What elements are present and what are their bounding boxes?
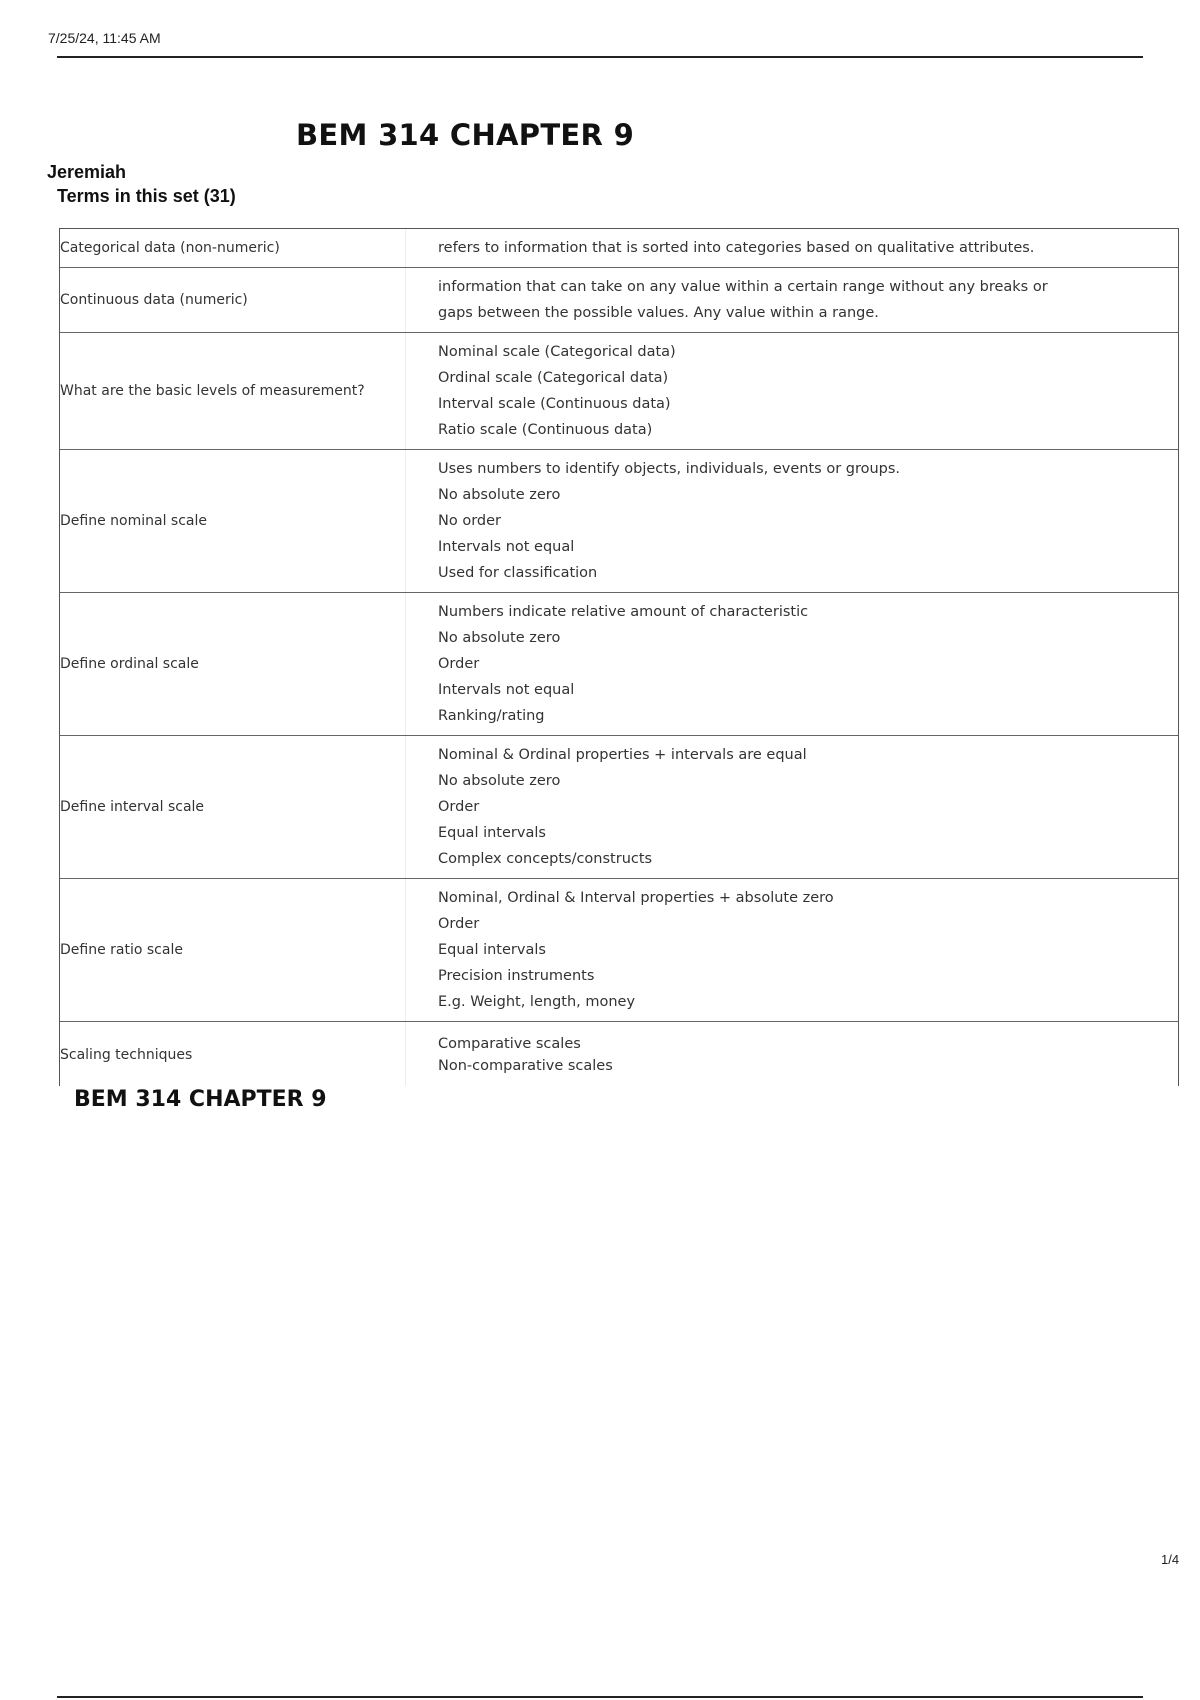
definition-line: information that can take on any value within a certain range without any breaks or — [438, 279, 1048, 295]
table-row — [60, 450, 1178, 593]
table-row — [60, 268, 1178, 333]
footer-title: BEM 314 CHAPTER 9 — [74, 1087, 327, 1112]
term-cell: What are the basic levels of measurement? — [60, 333, 406, 449]
definition-line: Equal intervals — [438, 942, 546, 958]
definition-line: Precision instruments — [438, 968, 595, 984]
definition-cell — [406, 593, 1178, 735]
definition-line: Order — [438, 656, 480, 672]
definition-line: Used for classification — [438, 565, 598, 581]
definition-line: Interval scale (Continuous data) — [438, 396, 671, 412]
definition-line: Ratio scale (Continuous data) — [438, 422, 653, 438]
term-cell: Categorical data (non-numeric) — [60, 229, 406, 267]
author-name: Jeremiah — [47, 162, 127, 182]
table-row — [60, 879, 1178, 1022]
definition-line: Numbers indicate relative amount of characteristic — [438, 604, 809, 620]
definition-cell — [406, 450, 1178, 592]
definition-cell — [406, 1022, 1178, 1086]
definition-line: Equal intervals — [438, 825, 546, 841]
header-divider — [57, 56, 1143, 58]
table-row — [60, 229, 1178, 268]
definition-line: Nominal, Ordinal & Interval properties + absolute zero — [438, 890, 834, 906]
definition-cell — [406, 229, 1178, 267]
term-cell: Define interval scale — [60, 736, 406, 878]
definition-line: Comparative scales — [438, 1036, 581, 1052]
table-row — [60, 333, 1178, 450]
definition-line: No order — [438, 513, 501, 529]
term-cell: Define ordinal scale — [60, 593, 406, 735]
term-cell: Define nominal scale — [60, 450, 406, 592]
definition-line: Complex concepts/constructs — [438, 851, 653, 867]
definition-line: No absolute zero — [438, 487, 561, 503]
definition-line: E.g. Weight, length, money — [438, 994, 636, 1010]
terms-count-heading: Terms in this set (31) — [57, 186, 236, 206]
definition-line: No absolute zero — [438, 773, 561, 789]
definition-line: Order — [438, 799, 480, 815]
definition-line: refers to information that is sorted into categories based on qualitative attributes. — [438, 240, 1035, 256]
print-date: 7/25/24, 11:45 AM — [48, 30, 161, 46]
term-cell: Define ratio scale — [60, 879, 406, 1021]
definition-cell — [406, 333, 1178, 449]
definition-line: Intervals not equal — [438, 539, 575, 555]
definition-line: Uses numbers to identify objects, individuals, events or groups. — [438, 461, 901, 477]
terms-table — [59, 228, 1179, 1086]
table-row — [60, 1022, 1178, 1086]
definition-line: Order — [438, 916, 480, 932]
page-number: 1/4 — [1161, 1552, 1180, 1567]
definition-line: Ranking/rating — [438, 708, 545, 724]
definition-line: Ordinal scale (Categorical data) — [438, 370, 669, 386]
definition-line: Intervals not equal — [438, 682, 575, 698]
definition-line: No absolute zero — [438, 630, 561, 646]
definition-cell — [406, 268, 1178, 332]
term-cell: Continuous data (numeric) — [60, 268, 406, 332]
definition-cell — [406, 736, 1178, 878]
definition-line: Nominal scale (Categorical data) — [438, 344, 676, 360]
definition-line: Nominal & Ordinal properties + intervals are equal — [438, 747, 807, 763]
footer-divider — [57, 1696, 1143, 1698]
table-row — [60, 593, 1178, 736]
definition-cell — [406, 879, 1178, 1021]
definition-line: gaps between the possible values. Any value within a range. — [438, 305, 879, 321]
term-cell: Scaling techniques — [60, 1022, 406, 1086]
table-row — [60, 736, 1178, 879]
definition-line: Non-comparative scales — [438, 1058, 613, 1074]
page-title: BEM 314 CHAPTER 9 — [296, 118, 635, 152]
